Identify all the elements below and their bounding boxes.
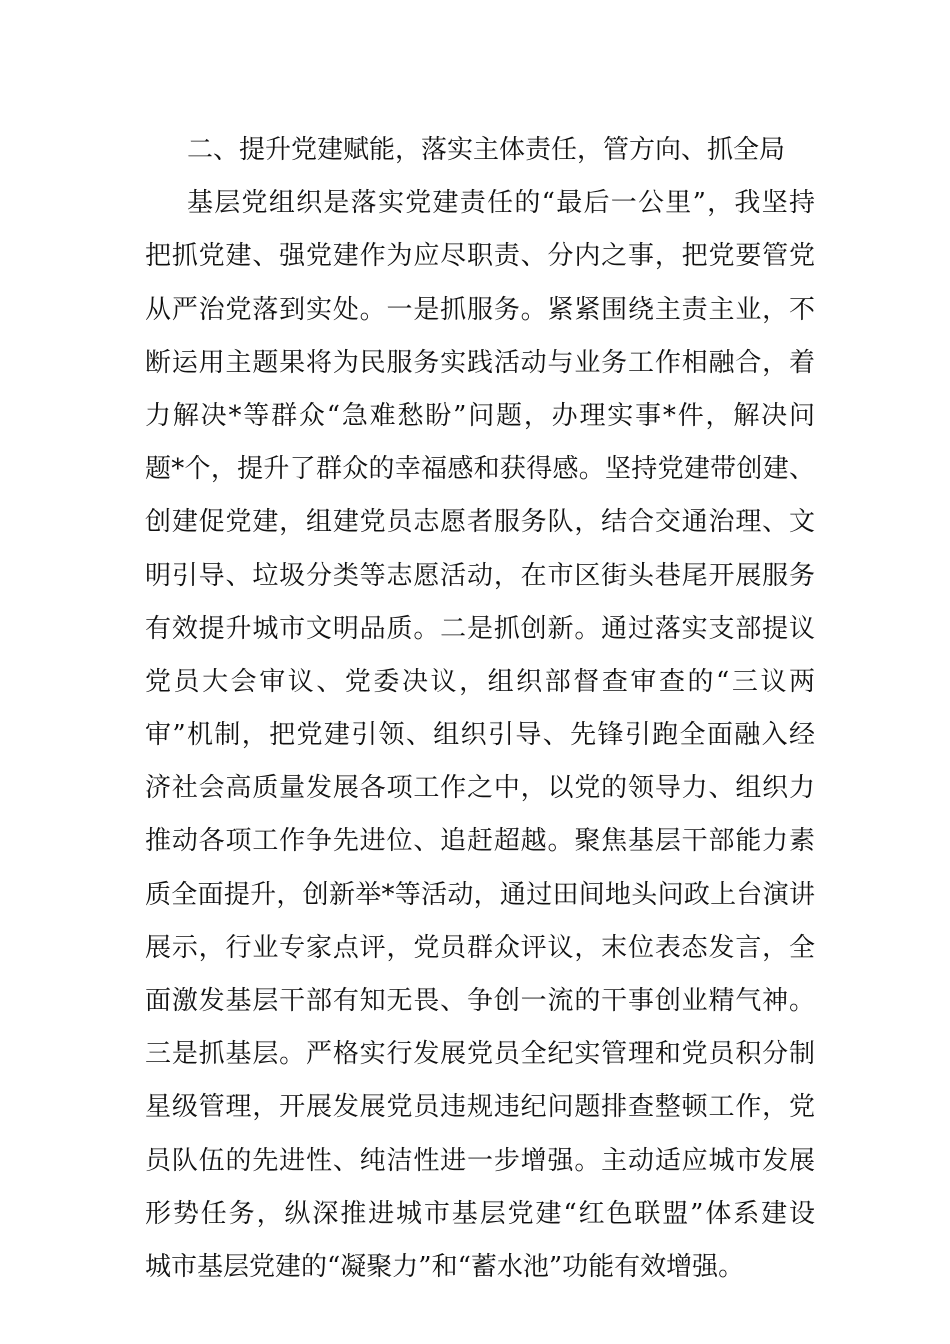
paragraph-line: 星级管理，开展发展党员违规违纪问题排查整顿工作，党 — [145, 1092, 815, 1123]
paragraph-line: 有效提升城市文明品质。二是抓创新。通过落实支部提议 — [145, 613, 815, 644]
paragraph-line: 展示，行业专家点评，党员群众评议，末位表态发言，全 — [145, 932, 815, 963]
paragraph-line: 创建促党建，组建党员志愿者服务队，结合交通治理、文 — [145, 507, 815, 538]
paragraph-line: 济社会高质量发展各项工作之中，以党的领导力、组织力 — [145, 773, 815, 804]
paragraph-line: 党员大会审议、党委决议，组织部督查审查的“三议两 — [145, 666, 815, 697]
paragraph-line: 形势任务，纵深推进城市基层党建“红色联盟”体系建设 — [145, 1198, 815, 1229]
paragraph-line: 面激发基层干部有知无畏、争创一流的干事创业精气神。 — [145, 986, 815, 1016]
paragraph-line: 基层党组织是落实党建责任的“最后一公里”，我坚持 — [187, 188, 815, 219]
paragraph-line: 三是抓基层。严格实行发展党员全纪实管理和党员积分制 — [145, 1039, 815, 1070]
paragraph-line: 把抓党建、强党建作为应尽职责、分内之事，把党要管党 — [145, 241, 815, 272]
paragraph-line: 质全面提升，创新举*等活动，通过田间地头问政上台演讲 — [145, 879, 815, 910]
paragraph-line: 审”机制，把党建引领、组织引导、先锋引跑全面融入经 — [145, 720, 815, 751]
paragraph-line: 城市基层党建的“凝聚力”和“蓄水池”功能有效增强。 — [145, 1251, 745, 1282]
document-body — [145, 124, 815, 1294]
paragraph-line: 断运用主题果将为民服务实践活动与业务工作相融合，着 — [145, 347, 815, 378]
paragraph-line: 明引导、垃圾分类等志愿活动，在市区街头巷尾开展服务 — [145, 560, 815, 591]
paragraph-line: 推动各项工作争先进位、追赶超越。聚焦基层干部能力素 — [145, 826, 815, 857]
section-heading: 二、提升党建赋能，落实主体责任，管方向、抓全局 — [187, 135, 786, 165]
paragraph-line: 从严治党落到实处。一是抓服务。紧紧围绕主责主业，不 — [145, 294, 815, 325]
paragraph-line: 题*个，提升了群众的幸福感和获得感。坚持党建带创建、 — [145, 454, 815, 485]
paragraph-line: 力解决*等群众“急难愁盼”问题，办理实事*件，解决问 — [145, 400, 815, 431]
paragraph-line: 员队伍的先进性、纯洁性进一步增强。主动适应城市发展 — [145, 1145, 815, 1176]
